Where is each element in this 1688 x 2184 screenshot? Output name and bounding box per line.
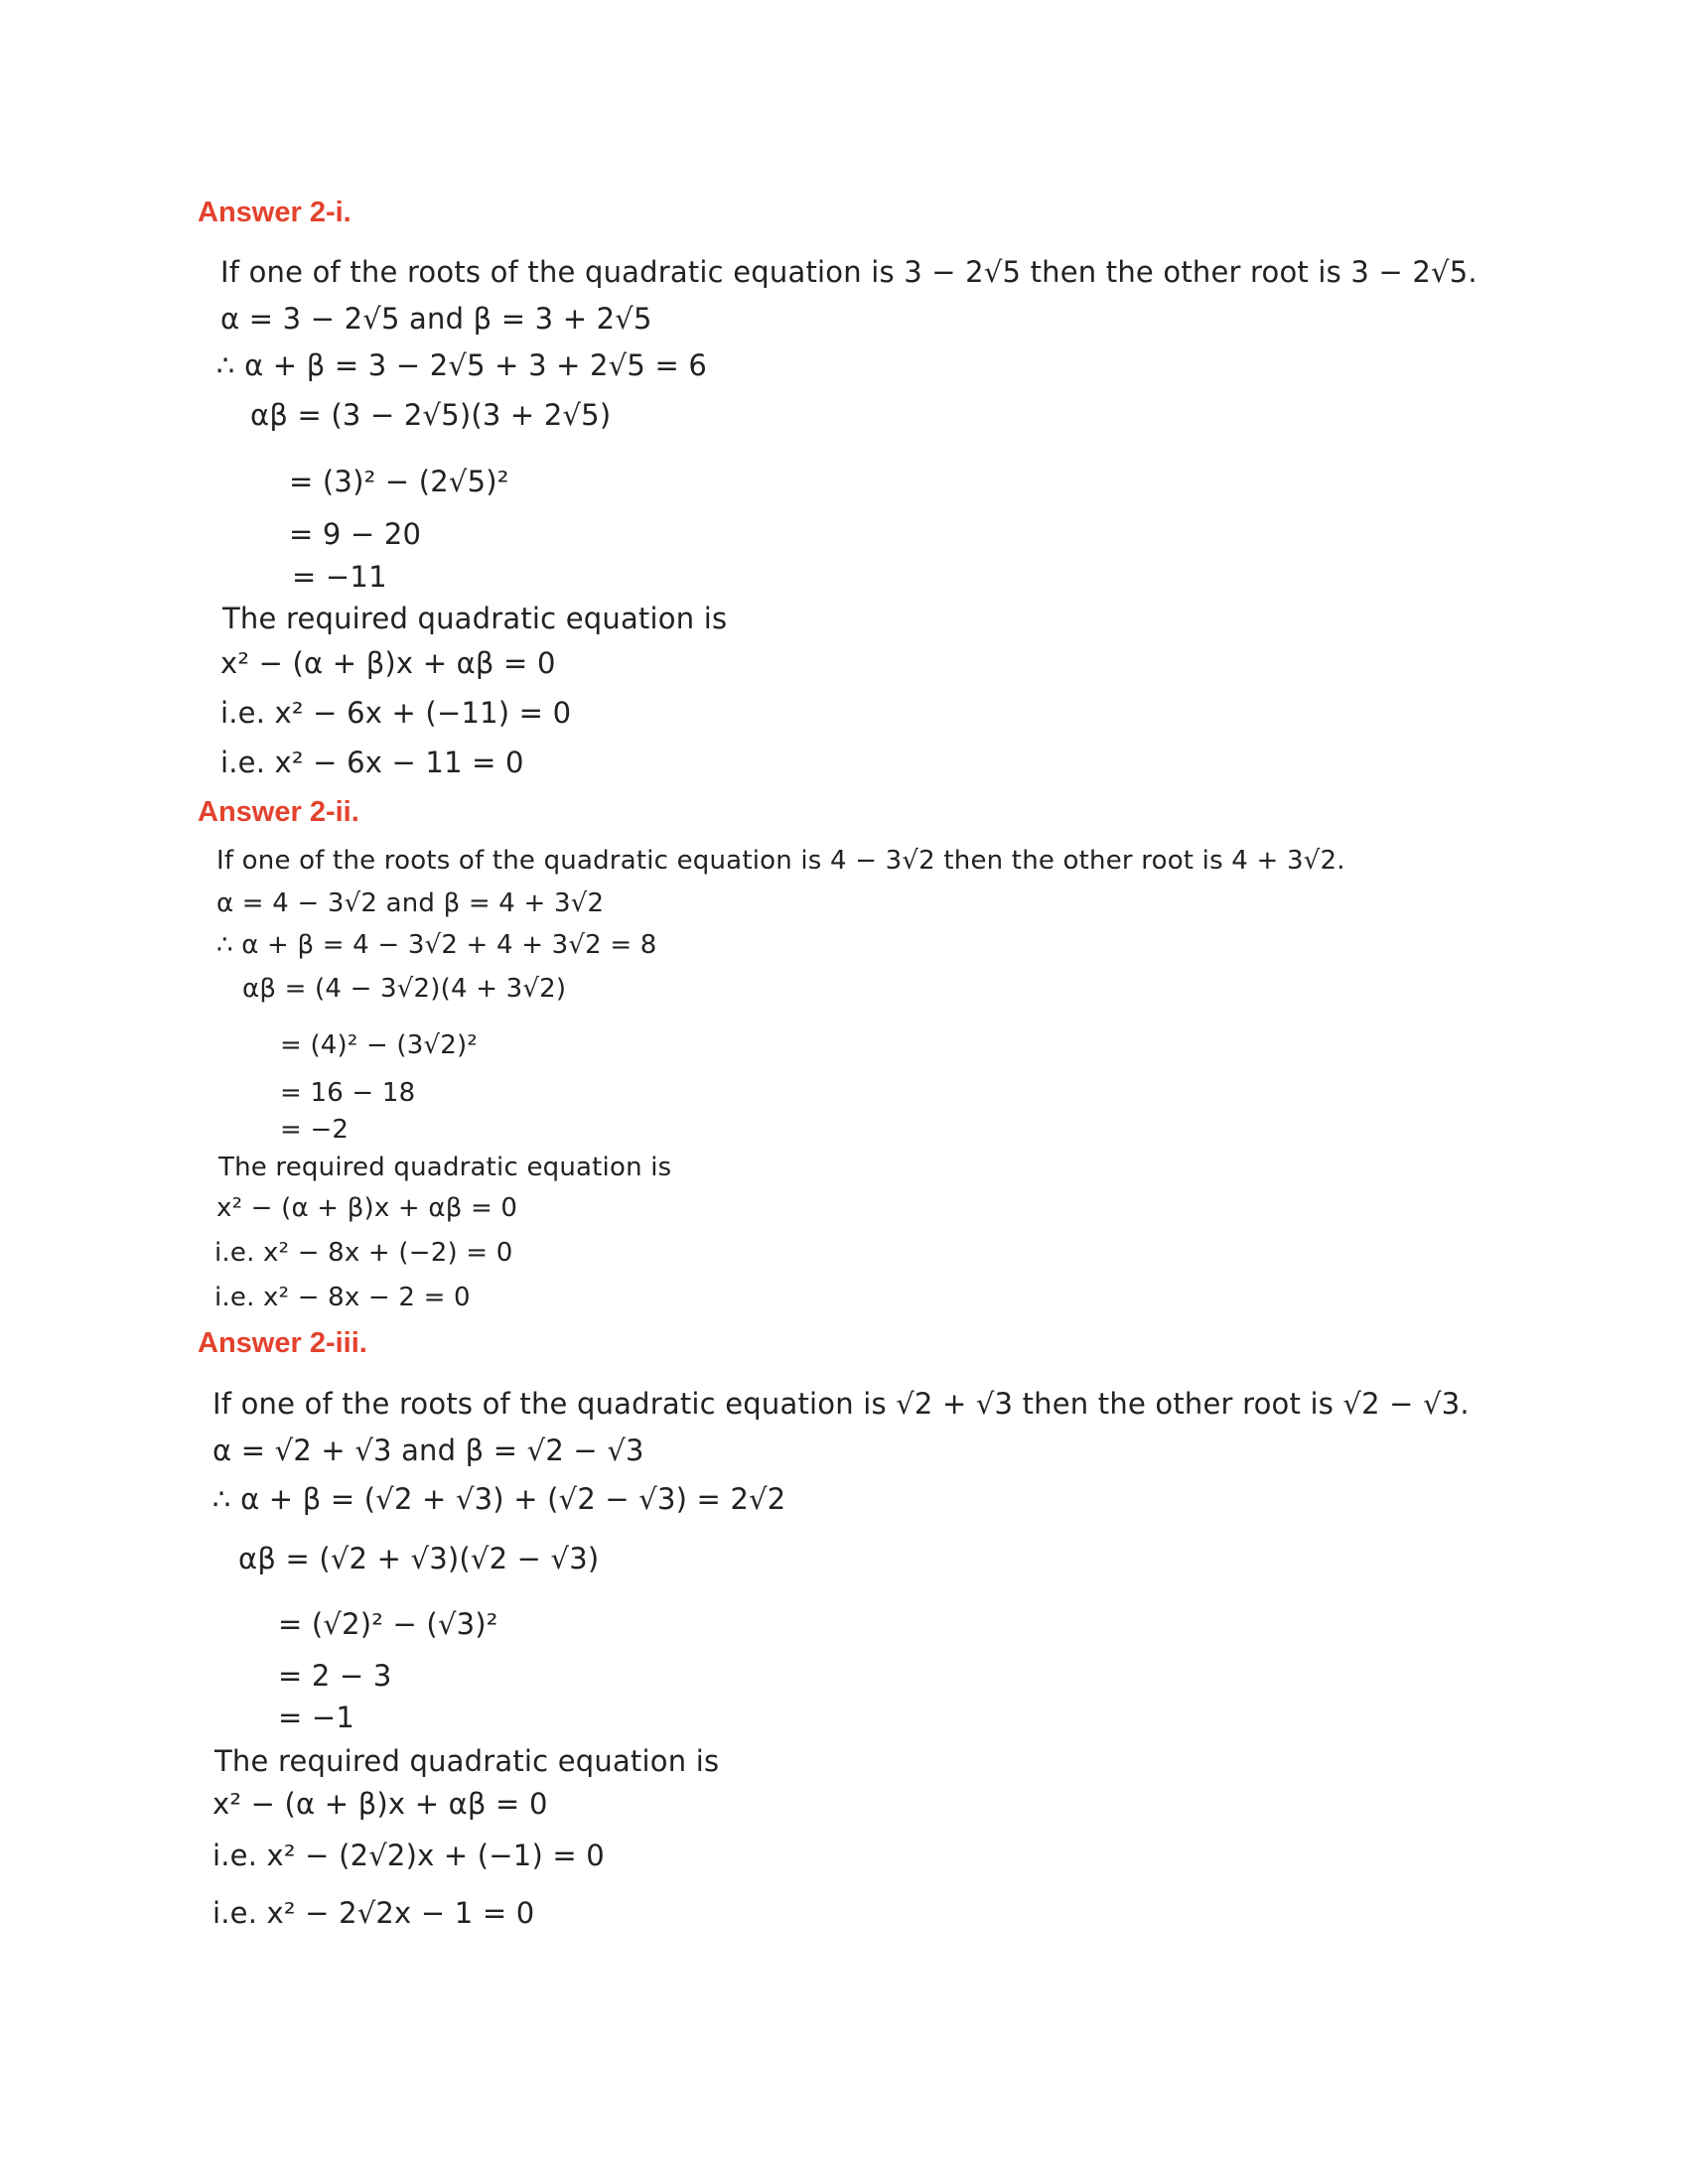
general-equation: x² − (α + β)x + αβ = 0: [220, 646, 556, 680]
product-step-1: = (3)² − (2√5)²: [289, 465, 509, 498]
roots-definition: α = 4 − 3√2 and β = 4 + 3√2: [216, 888, 605, 918]
required-equation-label: The required quadratic equation is: [218, 1153, 672, 1182]
required-equation-label: The required quadratic equation is: [222, 602, 728, 635]
roots-definition: α = √2 + √3 and β = √2 − √3: [212, 1433, 644, 1467]
product-step-3: = −1: [278, 1701, 355, 1734]
intro-text: If one of the roots of the quadratic equation is 3 − 2√5 then the other root is 3 − 2√5.: [220, 255, 1477, 289]
product-step-1: = (4)² − (3√2)²: [280, 1030, 478, 1060]
product-of-roots: αβ = (4 − 3√2)(4 + 3√2): [242, 974, 567, 1004]
sum-of-roots: ∴ α + β = 4 − 3√2 + 4 + 3√2 = 8: [216, 930, 657, 960]
answer-heading: Answer 2-iii.: [198, 1327, 367, 1359]
product-step-2: = 2 − 3: [278, 1659, 392, 1693]
answer-heading: Answer 2-ii.: [198, 796, 359, 828]
sum-of-roots: ∴ α + β = (√2 + √3) + (√2 − √3) = 2√2: [212, 1482, 786, 1516]
final-equation: i.e. x² − 6x − 11 = 0: [220, 746, 524, 779]
product-step-3: = −11: [292, 560, 387, 594]
substituted-equation: i.e. x² − 6x + (−11) = 0: [220, 696, 572, 730]
product-step-1: = (√2)² − (√3)²: [278, 1607, 498, 1641]
intro-text: If one of the roots of the quadratic equation is 4 − 3√2 then the other root is 4 + 3√2.: [216, 846, 1345, 876]
product-step-3: = −2: [280, 1115, 350, 1145]
product-of-roots: αβ = (√2 + √3)(√2 − √3): [238, 1542, 600, 1575]
substituted-equation: i.e. x² − (2√2)x + (−1) = 0: [212, 1839, 605, 1872]
final-equation: i.e. x² − 2√2x − 1 = 0: [212, 1896, 535, 1930]
answer-heading: Answer 2-i.: [198, 197, 352, 228]
required-equation-label: The required quadratic equation is: [214, 1744, 720, 1778]
general-equation: x² − (α + β)x + αβ = 0: [216, 1193, 518, 1223]
intro-text: If one of the roots of the quadratic equation is √2 + √3 then the other root is √2 − √3.: [212, 1387, 1470, 1421]
product-of-roots: αβ = (3 − 2√5)(3 + 2√5): [250, 398, 612, 432]
product-step-2: = 16 − 18: [280, 1078, 416, 1108]
roots-definition: α = 3 − 2√5 and β = 3 + 2√5: [220, 302, 652, 336]
product-step-2: = 9 − 20: [289, 517, 422, 551]
substituted-equation: i.e. x² − 8x + (−2) = 0: [214, 1238, 513, 1268]
sum-of-roots: ∴ α + β = 3 − 2√5 + 3 + 2√5 = 6: [216, 348, 708, 382]
final-equation: i.e. x² − 8x − 2 = 0: [214, 1283, 471, 1312]
general-equation: x² − (α + β)x + αβ = 0: [212, 1787, 548, 1821]
